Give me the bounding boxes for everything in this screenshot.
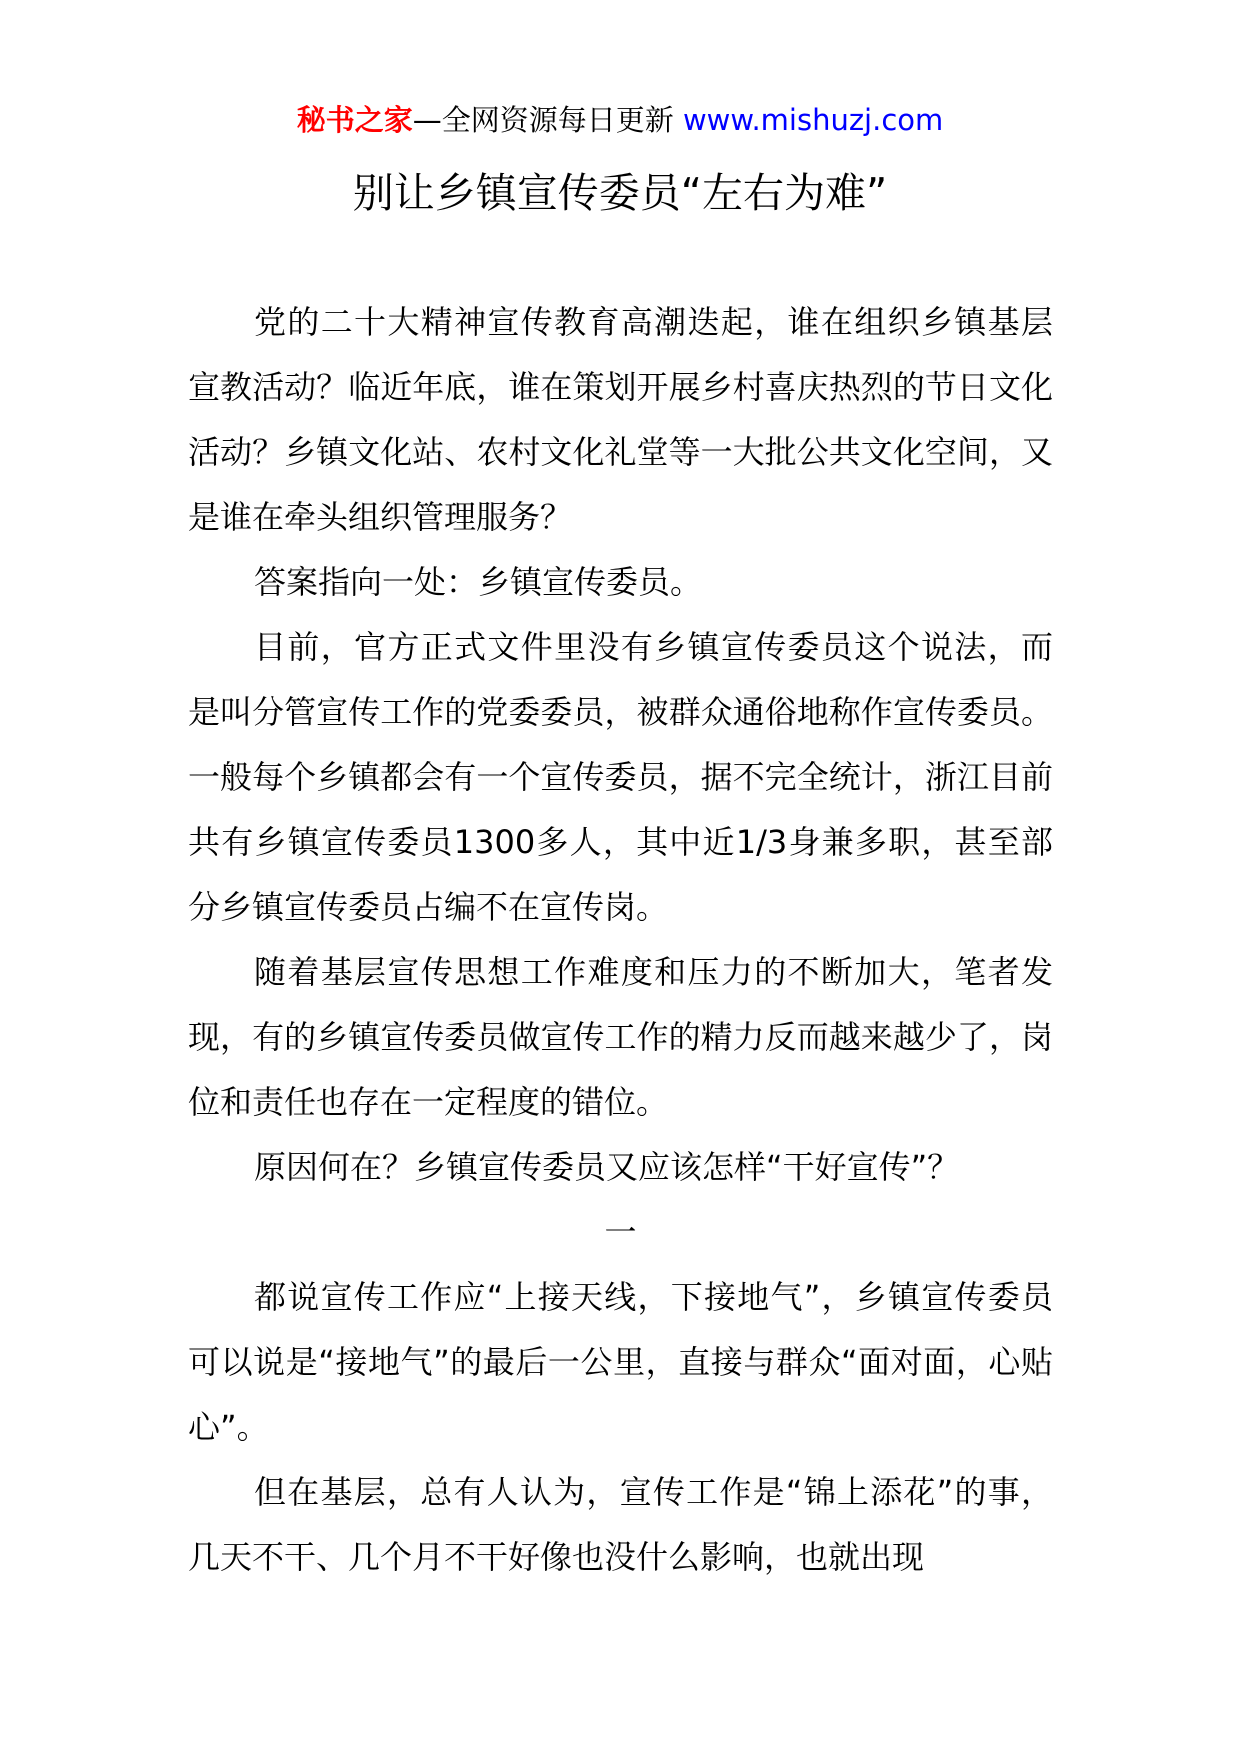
paragraph: 答案指向一处：乡镇宣传委员。 xyxy=(254,563,703,601)
paragraph: 原因何在？乡镇宣传委员又应该怎样“干好宣传”？ xyxy=(254,1148,960,1186)
article-title: 别让乡镇宣传委员“左右为难” xyxy=(352,169,888,217)
brand-name: 秘书之家 xyxy=(296,103,413,137)
section-number: 一 xyxy=(604,1213,637,1251)
paragraph: 党的二十大精神宣传教育高潮迭起，谁在组织乡镇基层宣教活动？临近年底，谁在策划开展乡村喜庆热烈的节日文化活动？乡镇文化站、农村文化礼堂等一大批公共文化空间，又是谁在牵头组织管理服务？ xyxy=(188,303,1053,536)
article-body xyxy=(188,290,1053,1590)
paragraph: 但在基层，总有人认为，宣传工作是“锦上添花”的事，几天不干、几个月不干好像也没什么影响，也就出现 xyxy=(188,1473,1053,1576)
paragraph: 目前，官方正式文件里没有乡镇宣传委员这个说法，而是叫分管宣传工作的党委委员，被群众通俗地称作宣传委员。一般每个乡镇都会有一个宣传委员，据不完全统计，浙江目前共有乡镇宣传委员1300多人，其中近1/3身兼多职，甚至部分乡镇宣传委员占编不在宣传岗。 xyxy=(188,628,1053,926)
paragraph: 都说宣传工作应“上接天线，下接地气”，乡镇宣传委员可以说是“接地气”的最后一公里，直接与群众“面对面，心贴心”。 xyxy=(188,1278,1053,1446)
site-url-link[interactable]: www.mishuzj.com xyxy=(682,103,944,137)
site-header xyxy=(0,100,1240,140)
header-tagline: —全网资源每日更新 xyxy=(412,103,683,137)
paragraph: 随着基层宣传思想工作难度和压力的不断加大，笔者发现，有的乡镇宣传委员做宣传工作的精力反而越来越少了，岗位和责任也存在一定程度的错位。 xyxy=(188,953,1053,1121)
